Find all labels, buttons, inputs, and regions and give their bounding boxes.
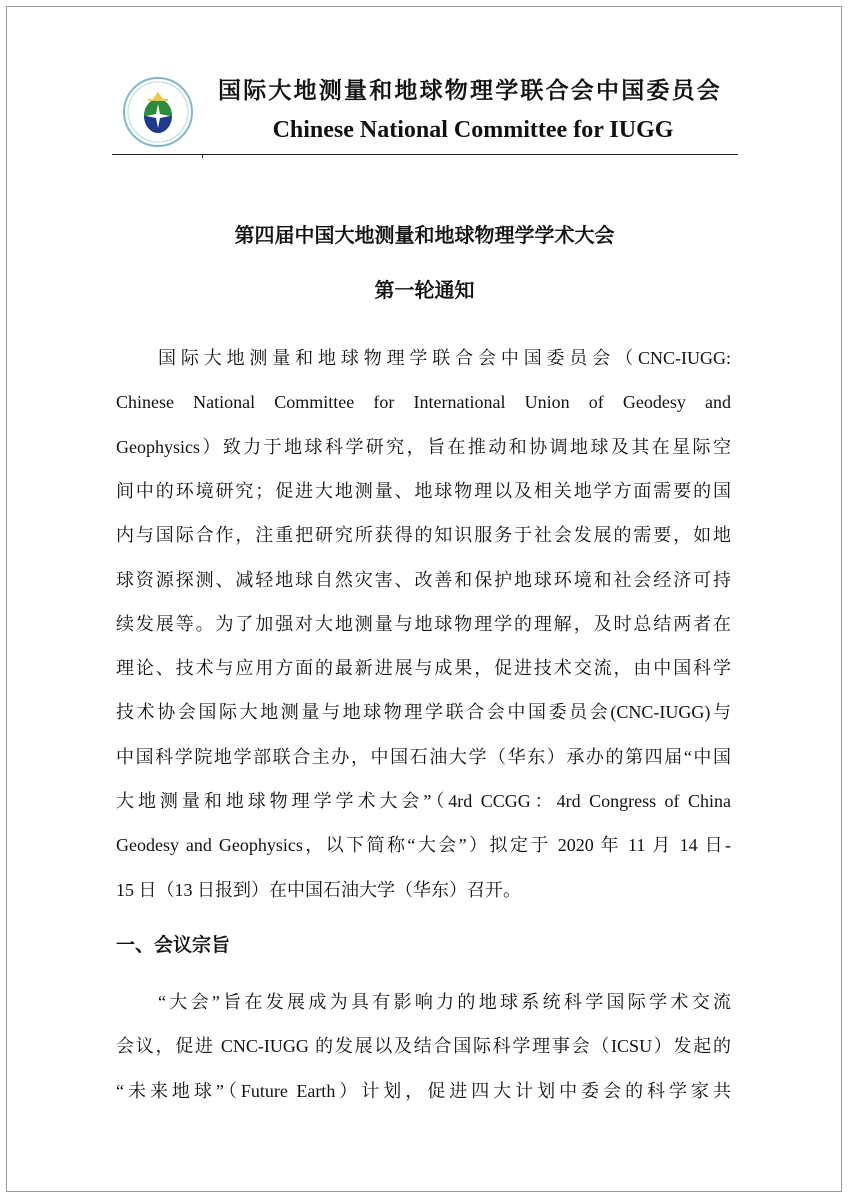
text-line: 大地测量和地球物理学学术大会”（4rd CCGG：4rd Congress of China xyxy=(116,791,731,811)
text-line: 球资源探测、减轻地球自然灾害、改善和保护地球环境和社会经济可持 xyxy=(116,569,731,590)
text-line: 续发展等。为了加强对大地测量与地球物理学的理解，及时总结两者在 xyxy=(116,613,731,634)
text-line: Geodesy and Geophysics，以下简称“大会”）拟定于 2020 年 11 月 14 日- xyxy=(116,835,731,856)
text-line: Chinese National Committee for International Union of Geodesy and xyxy=(116,392,731,413)
text-line: “大会”旨在发展成为具有影响力的地球系统科学国际学术交流 xyxy=(158,992,731,1012)
text-line: 中国科学院地学部联合主办，中国石油大学（华东）承办的第四届“中国 xyxy=(116,746,731,767)
header-divider xyxy=(112,154,738,155)
text-line: 间中的环境研究；促进大地测量、地球物理以及相关地学方面需要的国 xyxy=(116,480,731,501)
text-line: “未来地球”（Future Earth）计划，促进四大计划中委会的科学家共 xyxy=(116,1080,731,1101)
header-divider-tick xyxy=(202,154,203,158)
document-subtitle: 第一轮通知 xyxy=(374,278,475,302)
document-title: 第四届中国大地测量和地球物理学学术大会 xyxy=(234,223,615,247)
text-line: 技术协会国际大地测量与地球物理学联合会中国委员会(CNC-IUGG)与 xyxy=(116,702,731,723)
text-line: Geophysics）致力于地球科学研究，旨在推动和协调地球及其在星际空 xyxy=(116,436,731,457)
text-line: 会议，促进 CNC-IUGG 的发展以及结合国际科学理事会（ICSU）发起的 xyxy=(116,1036,731,1057)
org-name-chinese: 国际大地测量和地球物理学联合会中国委员会 xyxy=(218,77,722,104)
text-line: 国际大地测量和地球物理学联合会中国委员会（CNC-IUGG: xyxy=(158,348,731,368)
org-name-english: Chinese National Committee for IUGG xyxy=(272,117,674,143)
text-line: 内与国际合作，注重把研究所获得的知识服务于社会发展的需要，如地 xyxy=(116,525,731,546)
text-line: 15 日（13 日报到）在中国石油大学（华东）召开。 xyxy=(116,879,521,900)
text-line: 理论、技术与应用方面的最新进展与成果，促进技术交流，由中国科学 xyxy=(116,658,731,679)
section-heading: 一、会议宗旨 xyxy=(116,934,231,956)
iugg-logo xyxy=(122,76,194,148)
